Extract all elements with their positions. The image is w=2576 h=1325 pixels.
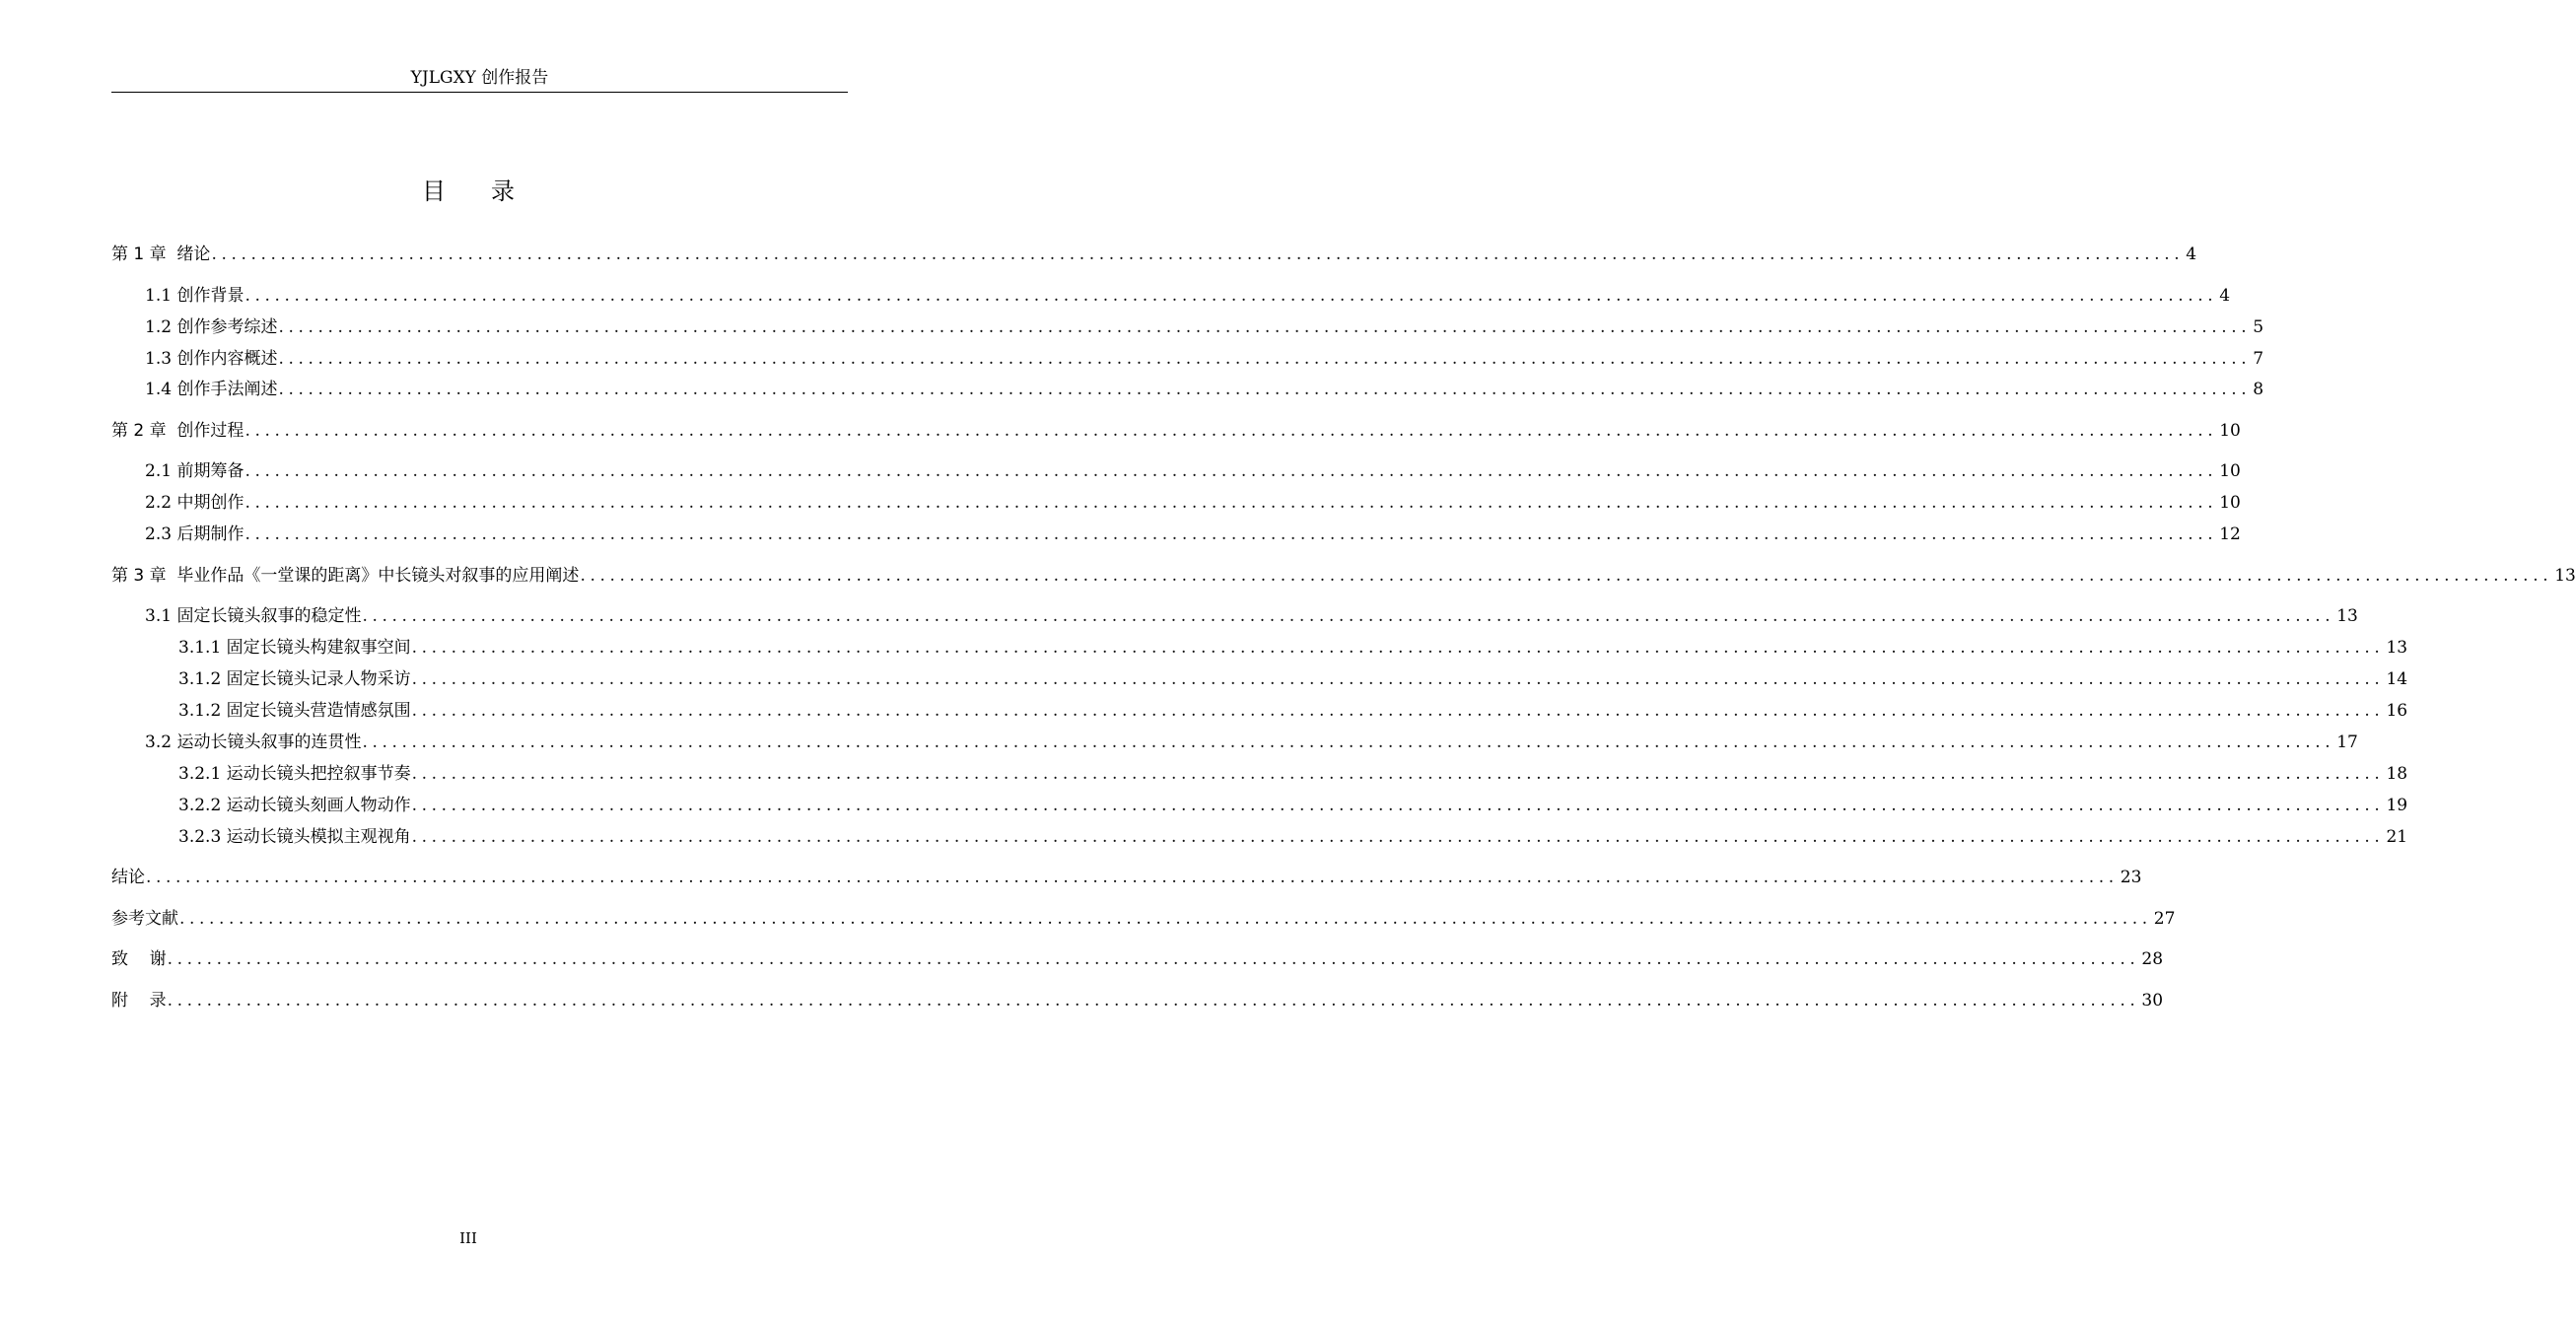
toc-leader-dots: ........................................................................................................................................................................................................ xyxy=(411,827,2385,847)
toc-leader-dots: ........................................................................................................................................................................................................ xyxy=(244,286,2218,306)
toc-entry[interactable] xyxy=(145,378,2264,401)
toc-entry-page: 12 xyxy=(2219,524,2241,544)
toc-entry-title: 3.1.1 固定长镜头构建叙事空间 xyxy=(178,638,411,658)
toc-entry-title: 1.3 创作内容概述 xyxy=(145,349,278,369)
toc-leader-dots: ........................................................................................................................................................................................................ xyxy=(244,493,2218,513)
toc-entry[interactable] xyxy=(145,731,2358,754)
toc-leader-dots: ........................................................................................................................................................................................................ xyxy=(362,606,2335,626)
toc-entry-page: 10 xyxy=(2219,461,2241,481)
toc-entry-page: 10 xyxy=(2219,421,2241,441)
toc-leader-dots: ........................................................................................................................................................................................................ xyxy=(244,461,2218,481)
toc-entry-title: 2.3 后期制作 xyxy=(145,524,244,544)
toc-entry-title: 3.2.3 运动长镜头模拟主观视角 xyxy=(178,827,411,847)
toc-leader-dots: ........................................................................................................................................................................................................ xyxy=(167,991,2140,1011)
toc-entry-title: 3.1.2 固定长镜头营造情感氛围 xyxy=(178,701,411,721)
page-header: YJLGXY 创作报告 xyxy=(111,65,848,93)
toc-entry-title: 2.1 前期筹备 xyxy=(145,461,244,481)
toc-entry-title: 第 3 章 毕业作品《一堂课的距离》中长镜头对叙事的应用阐述 xyxy=(111,566,580,586)
toc-entry[interactable] xyxy=(178,825,2408,849)
toc-entry[interactable] xyxy=(111,989,2164,1012)
toc-entry-title: 3.1.2 固定长镜头记录人物采访 xyxy=(178,669,411,689)
toc-entry-page: 19 xyxy=(2386,796,2408,815)
toc-entry-page: 13 xyxy=(2336,606,2358,626)
toc-entry[interactable] xyxy=(178,636,2408,660)
toc-entry[interactable] xyxy=(178,667,2408,691)
toc-entry[interactable] xyxy=(178,794,2408,817)
toc-entry-page: 13 xyxy=(2386,638,2408,658)
toc-entry[interactable] xyxy=(145,284,2231,308)
toc-entry-title: 1.2 创作参考综述 xyxy=(145,317,278,337)
toc-entry-page: 8 xyxy=(2253,380,2264,399)
toc-entry-page: 7 xyxy=(2253,349,2264,369)
toc-leader-dots: ........................................................................................................................................................................................................ xyxy=(411,638,2385,658)
toc-entry-title: 1.1 创作背景 xyxy=(145,286,244,306)
toc-leader-dots: ........................................................................................................................................................................................................ xyxy=(278,380,2252,399)
toc-leader-dots: ........................................................................................................................................................................................................ xyxy=(278,349,2252,369)
toc-leader-dots: ........................................................................................................................................................................................................ xyxy=(179,909,2152,929)
toc-entry-title: 3.2.2 运动长镜头刻画人物动作 xyxy=(178,796,411,815)
toc-entry-page: 17 xyxy=(2336,732,2358,752)
toc-leader-dots: ........................................................................................................................................................................................................ xyxy=(167,949,2140,969)
toc-entry-page: 10 xyxy=(2219,493,2241,513)
toc-entry[interactable] xyxy=(111,947,2164,971)
toc-entry-page: 5 xyxy=(2253,317,2264,337)
toc-entry-page: 28 xyxy=(2141,949,2164,969)
toc-leader-dots: ........................................................................................................................................................................................................ xyxy=(411,701,2385,721)
toc-entry-title: 第 1 章 绪论 xyxy=(111,244,211,264)
toc-entry-title: 3.1 固定长镜头叙事的稳定性 xyxy=(145,606,362,626)
toc-entry-page: 16 xyxy=(2386,701,2408,721)
toc-entry-title: 1.4 创作手法阐述 xyxy=(145,380,278,399)
toc-entry[interactable] xyxy=(111,419,2241,443)
toc-leader-dots: ........................................................................................................................................................................................................ xyxy=(211,244,2185,264)
toc-entry-page: 14 xyxy=(2386,669,2408,689)
toc-entry-page: 4 xyxy=(2186,244,2197,264)
toc-entry[interactable] xyxy=(145,523,2241,546)
toc-entry[interactable] xyxy=(145,459,2241,483)
toc-entry[interactable] xyxy=(145,491,2241,515)
toc-entry-title: 附 录 xyxy=(111,991,167,1011)
toc-title: 目录 xyxy=(422,177,560,205)
toc-leader-dots: ........................................................................................................................................................................................................ xyxy=(244,524,2218,544)
toc-leader-dots: ........................................................................................................................................................................................................ xyxy=(411,796,2385,815)
toc-entry[interactable] xyxy=(145,604,2358,628)
toc-entry[interactable] xyxy=(178,762,2408,786)
toc-leader-dots: ........................................................................................................................................................................................................ xyxy=(146,868,2119,887)
toc-entry[interactable] xyxy=(145,347,2264,371)
toc-entry[interactable] xyxy=(111,866,2142,889)
toc-entry-page: 21 xyxy=(2386,827,2408,847)
toc-leader-dots: ........................................................................................................................................................................................................ xyxy=(362,732,2335,752)
toc-entry-page: 13 xyxy=(2554,566,2576,586)
toc-entry-page: 18 xyxy=(2386,764,2408,784)
toc-entry-title: 第 2 章 创作过程 xyxy=(111,421,244,441)
toc-entry-title: 2.2 中期创作 xyxy=(145,493,244,513)
toc-entry[interactable] xyxy=(111,243,2197,266)
toc-entry-page: 27 xyxy=(2153,909,2176,929)
toc-entry-page: 23 xyxy=(2120,868,2142,887)
toc-entry-title: 致 谢 xyxy=(111,949,167,969)
toc-leader-dots: ........................................................................................................................................................................................................ xyxy=(580,566,2553,586)
toc-leader-dots: ........................................................................................................................................................................................................ xyxy=(278,317,2252,337)
toc-entry[interactable] xyxy=(111,907,2176,931)
toc-entry[interactable] xyxy=(178,699,2408,723)
toc-entry-page: 4 xyxy=(2219,286,2231,306)
toc-leader-dots: ........................................................................................................................................................................................................ xyxy=(411,764,2385,784)
toc-entry-title: 3.2 运动长镜头叙事的连贯性 xyxy=(145,732,362,752)
toc-entry-title: 参考文献 xyxy=(111,909,178,929)
toc-entry[interactable] xyxy=(111,564,2576,588)
toc-entry[interactable] xyxy=(145,315,2264,339)
toc-entry-page: 30 xyxy=(2141,991,2164,1011)
toc-entry-title: 结论 xyxy=(111,868,145,887)
page-number-footer: III xyxy=(459,1229,477,1247)
toc-entry-title: 3.2.1 运动长镜头把控叙事节奏 xyxy=(178,764,411,784)
toc-leader-dots: ........................................................................................................................................................................................................ xyxy=(411,669,2385,689)
toc-leader-dots: ........................................................................................................................................................................................................ xyxy=(244,421,2218,441)
